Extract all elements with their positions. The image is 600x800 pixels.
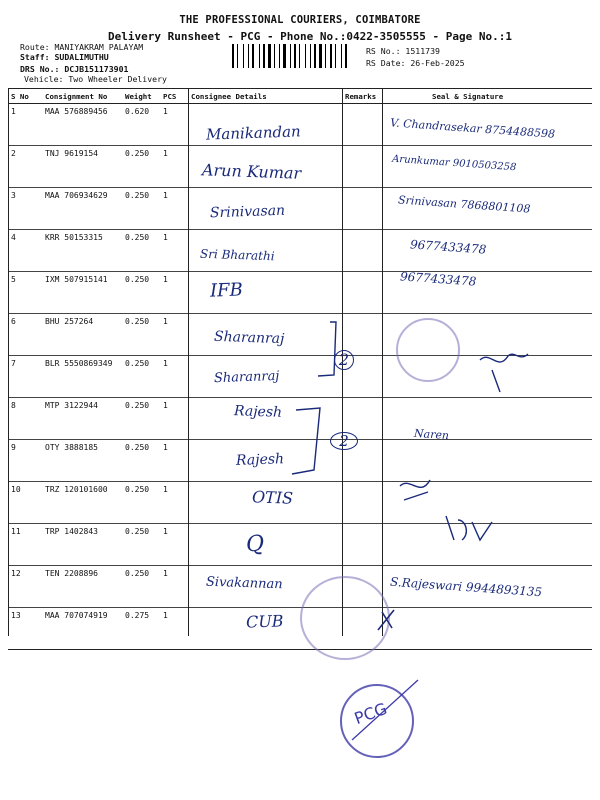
row-pcs: 1	[160, 272, 188, 314]
staff: Staff: SUDALIMUTHU	[20, 52, 109, 62]
handwritten-consignee: OTIS	[251, 487, 294, 508]
bracket-stroke-2	[292, 408, 320, 474]
row-pcs: 1	[160, 440, 188, 482]
row-sno: 4	[8, 230, 42, 272]
row-weight: 0.250	[122, 188, 160, 230]
row-weight: 0.250	[122, 314, 160, 356]
row-consignment: BHU 257264	[42, 314, 122, 356]
row-weight: 0.250	[122, 566, 160, 608]
row-pcs: 1	[160, 356, 188, 398]
bracket-stroke-1	[318, 322, 336, 376]
row-consignment: IXM 507915141	[42, 272, 122, 314]
route: Route: MANIYAKRAM PALAYAM	[20, 42, 144, 52]
handwritten-signature: S.Rajeswari 9944893135	[389, 574, 543, 600]
runsheet-title: Delivery Runsheet - PCG - Phone No.:0422-3505555 - Page No.:1	[108, 30, 512, 43]
row-consignment: MTP 3122944	[42, 398, 122, 440]
stamp-slash	[352, 680, 418, 740]
row-weight: 0.250	[122, 272, 160, 314]
handwritten-consignee: Sivakannan	[205, 574, 283, 593]
col-seal: Seal & Signature	[382, 89, 592, 104]
handwritten-consignee: Rajesh	[235, 451, 285, 469]
row-sno: 13	[8, 608, 42, 650]
row-sno: 5	[8, 272, 42, 314]
pcg-stamp-text: PCG	[351, 698, 390, 729]
row-pcs: 1	[160, 566, 188, 608]
row-sno: 9	[8, 440, 42, 482]
signature-stroke-11	[446, 516, 492, 540]
handwritten-consignee: IFB	[209, 279, 244, 302]
handwritten-consignee: Q	[245, 531, 265, 558]
row-pcs: 1	[160, 608, 188, 650]
row-sno: 6	[8, 314, 42, 356]
handwritten-consignee: Arun Kumar	[201, 160, 302, 183]
row-sno: 3	[8, 188, 42, 230]
col-consignment: Consignment No	[42, 89, 122, 104]
row-sno: 11	[8, 524, 42, 566]
handwritten-consignee: Srinivasan	[209, 202, 286, 222]
row-pcs: 1	[160, 188, 188, 230]
col-remarks: Remarks	[342, 89, 382, 104]
row-sno: 10	[8, 482, 42, 524]
row-consignment: TEN 2208896	[42, 566, 122, 608]
handwritten-consignee: Sharanraj	[213, 328, 285, 348]
col-sno: S No	[8, 89, 42, 104]
remark-mark-1: 2	[334, 350, 354, 370]
row-consignment: MAA 576889456	[42, 104, 122, 146]
handwritten-signature: 9677433478	[409, 237, 487, 257]
row-sno: 12	[8, 566, 42, 608]
row-consignment: BLR 5550869349	[42, 356, 122, 398]
row-weight: 0.275	[122, 608, 160, 650]
row-sno: 1	[8, 104, 42, 146]
handwritten-consignee: Sharanraj	[213, 368, 280, 387]
col-consignee: Consignee Details	[188, 89, 342, 104]
row-weight: 0.250	[122, 482, 160, 524]
row-weight: 0.620	[122, 104, 160, 146]
row-consignment: KRR 50153315	[42, 230, 122, 272]
handwritten-signature: V. Chandrasekar 8754488598	[389, 116, 556, 141]
handwritten-signature: Arunkumar 9010503258	[391, 153, 517, 174]
col-weight: Weight	[122, 89, 160, 104]
row-weight: 0.250	[122, 398, 160, 440]
row-pcs: 1	[160, 314, 188, 356]
cross-mark	[378, 610, 394, 630]
remark-mark-2: 2	[330, 432, 358, 450]
company-name: THE PROFESSIONAL COURIERS, COIMBATORE	[179, 14, 421, 26]
row-consignment: TRZ 120101600	[42, 482, 122, 524]
row-pcs: 1	[160, 146, 188, 188]
row-weight: 0.250	[122, 440, 160, 482]
row-consignment: MAA 707074919	[42, 608, 122, 650]
handwritten-signature: Naren	[413, 426, 450, 443]
signature-stroke-7	[480, 354, 528, 392]
row-sno: 2	[8, 146, 42, 188]
drs-number: DRS No.: DCJB151173901	[20, 64, 129, 74]
row-pcs: 1	[160, 482, 188, 524]
row-pcs: 1	[160, 104, 188, 146]
col-pcs: PCS	[160, 89, 188, 104]
row-weight: 0.250	[122, 524, 160, 566]
row-consignment: TNJ 9619154	[42, 146, 122, 188]
row-weight: 0.250	[122, 356, 160, 398]
rs-date: RS Date: 26-Feb-2025	[366, 58, 465, 68]
handwritten-consignee: CUB	[245, 611, 284, 632]
vehicle: Vehicle: Two Wheeler Delivery	[24, 74, 167, 84]
signature-stroke-10	[400, 480, 430, 500]
row-weight: 0.250	[122, 230, 160, 272]
handwritten-consignee: Rajesh	[233, 403, 283, 421]
row-consignment: OTY 3888185	[42, 440, 122, 482]
row-weight: 0.250	[122, 146, 160, 188]
handwritten-consignee: Sri Bharathi	[199, 246, 275, 264]
handwritten-signature: 9677433478	[399, 269, 477, 289]
row-pcs: 1	[160, 398, 188, 440]
handwritten-signature: Srinivasan 7868801108	[397, 193, 531, 216]
row-pcs: 1	[160, 524, 188, 566]
row-consignment: MAA 706934629	[42, 188, 122, 230]
row-pcs: 1	[160, 230, 188, 272]
handwritten-consignee: Manikandan	[205, 122, 301, 144]
row-sno: 8	[8, 398, 42, 440]
row-consignment: TRP 1402843	[42, 524, 122, 566]
rs-number: RS No.: 1511739	[366, 46, 440, 56]
row-sno: 7	[8, 356, 42, 398]
